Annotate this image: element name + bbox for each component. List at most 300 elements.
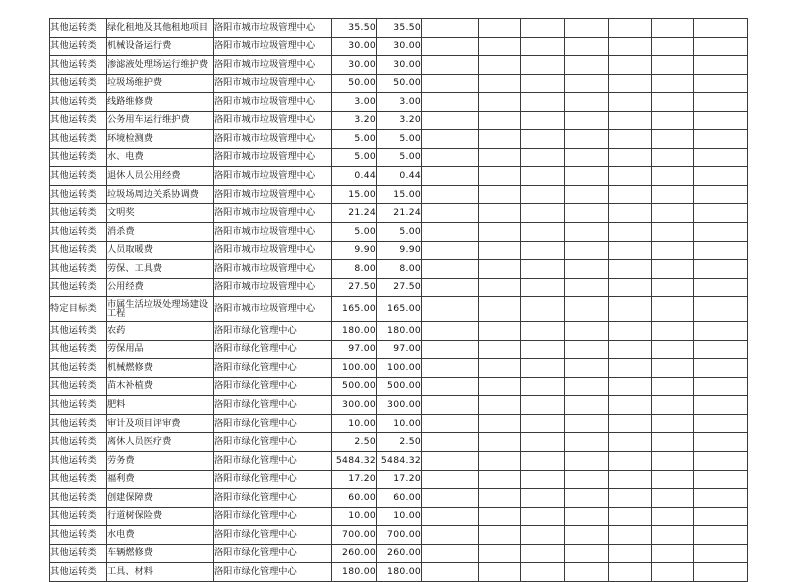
table-row (50, 37, 748, 56)
table-row (50, 507, 748, 526)
cell-item: 垃圾场周边关系协调费 (107, 185, 214, 204)
cell-empty-1 (422, 74, 479, 93)
cell-empty-2 (479, 507, 521, 526)
cell-empty-7 (694, 489, 748, 508)
cell-empty-7 (694, 204, 748, 223)
cell-org: 洛阳市绿化管理中心 (214, 489, 332, 508)
cell-category: 其他运转类 (50, 19, 107, 38)
cell-empty-7 (694, 19, 748, 38)
cell-empty-6 (652, 526, 694, 545)
cell-amount-1: 5484.32 (332, 452, 377, 471)
cell-amount-1: 30.00 (332, 37, 377, 56)
cell-item: 工具、材料 (107, 563, 214, 582)
cell-empty-6 (652, 489, 694, 508)
cell-empty-3 (521, 148, 565, 167)
cell-amount-1: 97.00 (332, 340, 377, 359)
cell-empty-2 (479, 19, 521, 38)
cell-empty-1 (422, 563, 479, 582)
cell-empty-3 (521, 414, 565, 433)
cell-item: 线路维修费 (107, 93, 214, 112)
cell-amount-1: 3.00 (332, 93, 377, 112)
table-row (50, 526, 748, 545)
cell-empty-4 (565, 93, 609, 112)
cell-empty-6 (652, 414, 694, 433)
table-row (50, 377, 748, 396)
cell-category: 其他运转类 (50, 414, 107, 433)
cell-amount-2: 700.00 (377, 526, 422, 545)
table-row (50, 297, 748, 322)
cell-category: 其他运转类 (50, 377, 107, 396)
cell-empty-7 (694, 297, 748, 322)
table-row (50, 204, 748, 223)
cell-empty-7 (694, 433, 748, 452)
table-row (50, 148, 748, 167)
cell-empty-3 (521, 223, 565, 242)
cell-empty-4 (565, 507, 609, 526)
cell-item: 离休人员医疗费 (107, 433, 214, 452)
cell-empty-4 (565, 489, 609, 508)
cell-empty-6 (652, 204, 694, 223)
cell-category: 其他运转类 (50, 563, 107, 582)
cell-amount-1: 15.00 (332, 185, 377, 204)
cell-amount-1: 5.00 (332, 130, 377, 149)
cell-empty-2 (479, 433, 521, 452)
cell-empty-3 (521, 322, 565, 341)
cell-category: 其他运转类 (50, 396, 107, 415)
cell-amount-1: 180.00 (332, 563, 377, 582)
cell-empty-5 (609, 322, 652, 341)
cell-empty-4 (565, 278, 609, 297)
cell-org: 洛阳市绿化管理中心 (214, 526, 332, 545)
cell-empty-2 (479, 93, 521, 112)
cell-empty-7 (694, 322, 748, 341)
table-row (50, 278, 748, 297)
cell-amount-2: 10.00 (377, 507, 422, 526)
cell-empty-5 (609, 260, 652, 279)
cell-empty-6 (652, 359, 694, 378)
cell-amount-2: 300.00 (377, 396, 422, 415)
cell-empty-5 (609, 185, 652, 204)
cell-empty-5 (609, 167, 652, 186)
budget-table-container (49, 18, 734, 582)
cell-empty-7 (694, 470, 748, 489)
cell-category: 其他运转类 (50, 507, 107, 526)
cell-empty-2 (479, 340, 521, 359)
cell-empty-6 (652, 185, 694, 204)
cell-item: 劳务费 (107, 452, 214, 471)
cell-amount-2: 17.20 (377, 470, 422, 489)
cell-empty-7 (694, 260, 748, 279)
table-row (50, 489, 748, 508)
cell-item: 肥料 (107, 396, 214, 415)
cell-amount-2: 8.00 (377, 260, 422, 279)
cell-empty-4 (565, 111, 609, 130)
cell-item: 人员取暖费 (107, 241, 214, 260)
cell-empty-5 (609, 359, 652, 378)
cell-empty-6 (652, 377, 694, 396)
cell-item: 车辆燃修费 (107, 544, 214, 563)
cell-amount-2: 5.00 (377, 130, 422, 149)
cell-empty-7 (694, 452, 748, 471)
table-row (50, 433, 748, 452)
cell-empty-2 (479, 489, 521, 508)
cell-empty-5 (609, 544, 652, 563)
cell-empty-5 (609, 526, 652, 545)
cell-empty-5 (609, 396, 652, 415)
cell-amount-1: 165.00 (332, 297, 377, 322)
cell-empty-6 (652, 167, 694, 186)
cell-category: 其他运转类 (50, 37, 107, 56)
cell-empty-2 (479, 452, 521, 471)
cell-empty-4 (565, 563, 609, 582)
cell-amount-1: 10.00 (332, 414, 377, 433)
cell-amount-1: 10.00 (332, 507, 377, 526)
cell-item: 水电费 (107, 526, 214, 545)
cell-item: 农药 (107, 322, 214, 341)
cell-org: 洛阳市绿化管理中心 (214, 377, 332, 396)
cell-item: 渗滤液处理场运行维护费 (107, 56, 214, 75)
cell-org: 洛阳市城市垃圾管理中心 (214, 74, 332, 93)
cell-empty-3 (521, 470, 565, 489)
cell-empty-7 (694, 278, 748, 297)
cell-empty-6 (652, 470, 694, 489)
cell-amount-1: 17.20 (332, 470, 377, 489)
table-row (50, 414, 748, 433)
cell-empty-7 (694, 507, 748, 526)
table-row (50, 563, 748, 582)
cell-empty-1 (422, 19, 479, 38)
cell-empty-5 (609, 204, 652, 223)
cell-empty-6 (652, 433, 694, 452)
cell-empty-3 (521, 544, 565, 563)
cell-empty-3 (521, 74, 565, 93)
cell-empty-6 (652, 19, 694, 38)
table-row (50, 396, 748, 415)
table-row (50, 56, 748, 75)
cell-empty-7 (694, 340, 748, 359)
cell-empty-3 (521, 111, 565, 130)
cell-empty-1 (422, 297, 479, 322)
cell-item: 机械设备运行费 (107, 37, 214, 56)
cell-empty-1 (422, 223, 479, 242)
cell-empty-2 (479, 223, 521, 242)
cell-empty-3 (521, 377, 565, 396)
cell-org: 洛阳市绿化管理中心 (214, 544, 332, 563)
cell-empty-4 (565, 167, 609, 186)
cell-empty-7 (694, 185, 748, 204)
cell-empty-5 (609, 414, 652, 433)
cell-empty-7 (694, 563, 748, 582)
cell-empty-2 (479, 563, 521, 582)
cell-empty-7 (694, 526, 748, 545)
cell-empty-2 (479, 130, 521, 149)
cell-category: 其他运转类 (50, 489, 107, 508)
cell-empty-2 (479, 414, 521, 433)
cell-empty-7 (694, 377, 748, 396)
cell-empty-2 (479, 111, 521, 130)
cell-amount-2: 21.24 (377, 204, 422, 223)
cell-amount-2: 500.00 (377, 377, 422, 396)
cell-category: 其他运转类 (50, 74, 107, 93)
cell-amount-1: 5.00 (332, 223, 377, 242)
cell-amount-1: 5.00 (332, 148, 377, 167)
cell-empty-1 (422, 396, 479, 415)
cell-empty-5 (609, 56, 652, 75)
cell-empty-3 (521, 433, 565, 452)
cell-empty-6 (652, 544, 694, 563)
cell-empty-7 (694, 359, 748, 378)
cell-amount-1: 2.50 (332, 433, 377, 452)
cell-amount-2: 260.00 (377, 544, 422, 563)
cell-empty-1 (422, 241, 479, 260)
cell-empty-1 (422, 130, 479, 149)
cell-amount-2: 165.00 (377, 297, 422, 322)
cell-empty-1 (422, 278, 479, 297)
cell-empty-6 (652, 396, 694, 415)
cell-empty-6 (652, 452, 694, 471)
cell-amount-2: 27.50 (377, 278, 422, 297)
cell-empty-6 (652, 93, 694, 112)
table-row (50, 470, 748, 489)
cell-empty-7 (694, 130, 748, 149)
cell-empty-3 (521, 297, 565, 322)
cell-empty-5 (609, 452, 652, 471)
cell-amount-1: 21.24 (332, 204, 377, 223)
cell-empty-5 (609, 278, 652, 297)
cell-amount-2: 30.00 (377, 37, 422, 56)
cell-org: 洛阳市城市垃圾管理中心 (214, 130, 332, 149)
cell-category: 其他运转类 (50, 241, 107, 260)
cell-empty-4 (565, 260, 609, 279)
cell-empty-3 (521, 526, 565, 545)
cell-amount-2: 97.00 (377, 340, 422, 359)
cell-empty-5 (609, 377, 652, 396)
cell-empty-6 (652, 111, 694, 130)
cell-empty-4 (565, 297, 609, 322)
cell-empty-7 (694, 56, 748, 75)
cell-empty-1 (422, 322, 479, 341)
table-row (50, 223, 748, 242)
table-row (50, 322, 748, 341)
cell-amount-2: 5.00 (377, 148, 422, 167)
cell-empty-3 (521, 340, 565, 359)
cell-empty-3 (521, 489, 565, 508)
cell-empty-6 (652, 278, 694, 297)
table-body (50, 19, 748, 582)
cell-empty-6 (652, 507, 694, 526)
cell-empty-4 (565, 377, 609, 396)
cell-empty-4 (565, 470, 609, 489)
cell-empty-4 (565, 526, 609, 545)
cell-empty-5 (609, 470, 652, 489)
cell-item: 水、电费 (107, 148, 214, 167)
cell-amount-2: 0.44 (377, 167, 422, 186)
cell-org: 洛阳市城市垃圾管理中心 (214, 56, 332, 75)
cell-empty-3 (521, 130, 565, 149)
cell-empty-5 (609, 74, 652, 93)
cell-org: 洛阳市绿化管理中心 (214, 359, 332, 378)
cell-empty-1 (422, 204, 479, 223)
cell-empty-5 (609, 19, 652, 38)
cell-category: 其他运转类 (50, 56, 107, 75)
cell-amount-1: 0.44 (332, 167, 377, 186)
cell-org: 洛阳市绿化管理中心 (214, 322, 332, 341)
cell-empty-7 (694, 396, 748, 415)
table-row (50, 452, 748, 471)
cell-empty-4 (565, 74, 609, 93)
cell-empty-4 (565, 204, 609, 223)
cell-empty-2 (479, 241, 521, 260)
cell-org: 洛阳市绿化管理中心 (214, 396, 332, 415)
cell-item: 劳保用品 (107, 340, 214, 359)
cell-amount-2: 9.90 (377, 241, 422, 260)
cell-amount-2: 180.00 (377, 563, 422, 582)
cell-empty-1 (422, 167, 479, 186)
cell-empty-2 (479, 544, 521, 563)
cell-amount-1: 700.00 (332, 526, 377, 545)
cell-empty-5 (609, 241, 652, 260)
cell-amount-1: 35.50 (332, 19, 377, 38)
cell-empty-3 (521, 37, 565, 56)
cell-empty-1 (422, 185, 479, 204)
cell-empty-1 (422, 470, 479, 489)
cell-amount-2: 15.00 (377, 185, 422, 204)
cell-empty-5 (609, 507, 652, 526)
cell-empty-2 (479, 37, 521, 56)
cell-amount-2: 2.50 (377, 433, 422, 452)
cell-category: 其他运转类 (50, 111, 107, 130)
cell-empty-1 (422, 359, 479, 378)
cell-empty-1 (422, 452, 479, 471)
cell-empty-5 (609, 340, 652, 359)
cell-empty-4 (565, 148, 609, 167)
cell-category: 其他运转类 (50, 340, 107, 359)
cell-category: 其他运转类 (50, 185, 107, 204)
cell-empty-3 (521, 19, 565, 38)
cell-empty-1 (422, 526, 479, 545)
cell-empty-7 (694, 241, 748, 260)
cell-empty-2 (479, 167, 521, 186)
cell-amount-2: 100.00 (377, 359, 422, 378)
cell-empty-6 (652, 563, 694, 582)
cell-empty-1 (422, 340, 479, 359)
cell-empty-6 (652, 37, 694, 56)
cell-item: 环境检测费 (107, 130, 214, 149)
cell-empty-4 (565, 56, 609, 75)
cell-empty-3 (521, 396, 565, 415)
table-row (50, 340, 748, 359)
cell-category: 其他运转类 (50, 359, 107, 378)
cell-empty-2 (479, 470, 521, 489)
cell-org: 洛阳市城市垃圾管理中心 (214, 111, 332, 130)
cell-empty-2 (479, 377, 521, 396)
cell-empty-2 (479, 278, 521, 297)
cell-empty-4 (565, 19, 609, 38)
cell-empty-7 (694, 37, 748, 56)
cell-empty-2 (479, 322, 521, 341)
cell-item: 苗木补植费 (107, 377, 214, 396)
table-row (50, 359, 748, 378)
cell-org: 洛阳市城市垃圾管理中心 (214, 148, 332, 167)
budget-table (49, 18, 748, 582)
table-row (50, 111, 748, 130)
cell-empty-1 (422, 489, 479, 508)
cell-empty-1 (422, 433, 479, 452)
cell-org: 洛阳市绿化管理中心 (214, 414, 332, 433)
cell-org: 洛阳市城市垃圾管理中心 (214, 185, 332, 204)
cell-empty-3 (521, 185, 565, 204)
cell-empty-3 (521, 260, 565, 279)
cell-amount-1: 300.00 (332, 396, 377, 415)
cell-empty-7 (694, 148, 748, 167)
cell-item: 退休人员公用经费 (107, 167, 214, 186)
cell-item: 创建保障费 (107, 489, 214, 508)
cell-item-text: 市属生活垃圾处理场建设工程 (107, 298, 209, 320)
cell-amount-2: 3.00 (377, 93, 422, 112)
cell-org: 洛阳市城市垃圾管理中心 (214, 93, 332, 112)
cell-amount-1: 9.90 (332, 241, 377, 260)
cell-amount-2: 50.00 (377, 74, 422, 93)
table-row (50, 93, 748, 112)
cell-amount-2: 5.00 (377, 223, 422, 242)
cell-empty-4 (565, 322, 609, 341)
cell-empty-4 (565, 452, 609, 471)
cell-empty-6 (652, 56, 694, 75)
cell-item: 审计及项目评审费 (107, 414, 214, 433)
cell-item: 福利费 (107, 470, 214, 489)
cell-empty-4 (565, 185, 609, 204)
cell-empty-6 (652, 297, 694, 322)
cell-empty-1 (422, 260, 479, 279)
cell-org: 洛阳市城市垃圾管理中心 (214, 204, 332, 223)
cell-category: 其他运转类 (50, 278, 107, 297)
cell-empty-5 (609, 563, 652, 582)
cell-amount-2: 3.20 (377, 111, 422, 130)
cell-empty-3 (521, 278, 565, 297)
cell-item: 机械燃修费 (107, 359, 214, 378)
cell-empty-4 (565, 359, 609, 378)
cell-empty-4 (565, 544, 609, 563)
cell-empty-1 (422, 377, 479, 396)
cell-amount-1: 8.00 (332, 260, 377, 279)
cell-category: 其他运转类 (50, 167, 107, 186)
cell-category: 其他运转类 (50, 433, 107, 452)
cell-empty-4 (565, 396, 609, 415)
cell-category: 其他运转类 (50, 526, 107, 545)
cell-org: 洛阳市城市垃圾管理中心 (214, 19, 332, 38)
cell-empty-4 (565, 340, 609, 359)
cell-empty-3 (521, 452, 565, 471)
cell-empty-7 (694, 111, 748, 130)
cell-empty-1 (422, 544, 479, 563)
cell-category: 其他运转类 (50, 148, 107, 167)
cell-category: 其他运转类 (50, 452, 107, 471)
cell-item: 公务用车运行维护费 (107, 111, 214, 130)
cell-empty-1 (422, 507, 479, 526)
table-row (50, 241, 748, 260)
cell-empty-7 (694, 167, 748, 186)
cell-empty-3 (521, 507, 565, 526)
cell-category: 其他运转类 (50, 204, 107, 223)
cell-item: 文明奖 (107, 204, 214, 223)
cell-empty-4 (565, 433, 609, 452)
cell-empty-3 (521, 167, 565, 186)
cell-org: 洛阳市绿化管理中心 (214, 507, 332, 526)
cell-category: 其他运转类 (50, 260, 107, 279)
cell-empty-2 (479, 260, 521, 279)
cell-empty-6 (652, 241, 694, 260)
cell-empty-5 (609, 148, 652, 167)
